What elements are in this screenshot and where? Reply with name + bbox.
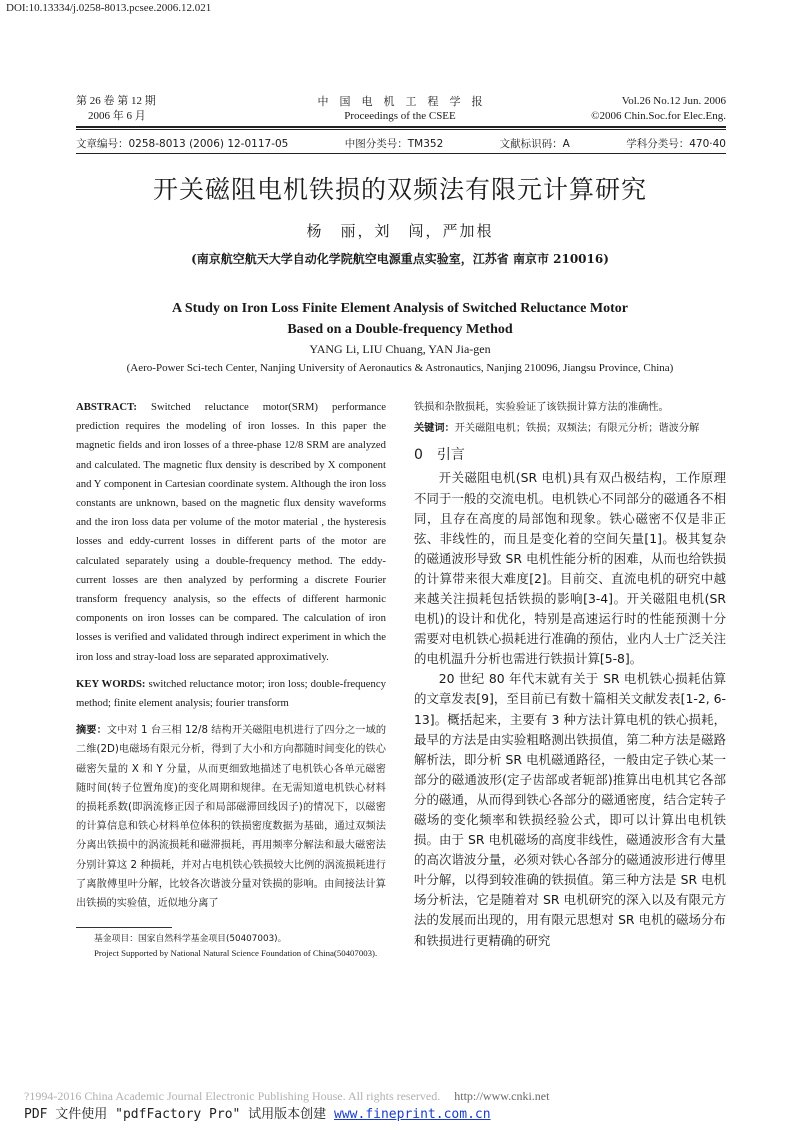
keywords-label: KEY WORDS: — [76, 677, 146, 690]
title-cn: 开关磁阻电机铁损的双频法有限元计算研究 — [152, 175, 647, 204]
keywords-cn — [414, 419, 726, 438]
abstract-en-text: Switched reluctance motor(SRM) performance prediction requires the modeling of iron losses. In this paper the magnetic fields and iron losses of a three-phase 12/8 SRM are analyzed and calculated. The magnetic flux density is described by X component and Y component in Cartesian coordinate system. Although the iron loss constants are unknown, based on the magnetic flux density waveforms and the iron loss data per volume of the motor material , the hysteresis losses and eddy-current losses in different parts of the motor are calculated separately using a double-frequency method. The eddy-current losses are then analyzed by performing a discrete Fourier transform frequency analysis, so the effects of different harmonic components on iron losses can be compared. The calculation of iron losses is verified and validated through indirect experiment in which the iron loss and stray-load loss are separated approximatively. — [76, 401, 386, 663]
meta-rule — [76, 153, 726, 154]
clc-number: 中图分类号：TM352 — [344, 138, 444, 150]
keywords-en — [76, 675, 386, 713]
affiliation-cn: (南京航空航天大学自动化学院航空电源重点实验室，江苏省 南京市 210016) — [191, 252, 609, 266]
subject-code: 学科分类号：470·40 — [626, 138, 726, 150]
footer-copyright — [24, 1089, 549, 1104]
volume-en: Vol.26 No.12 Jun. 2006 — [621, 95, 726, 107]
header-rule-top — [76, 126, 726, 128]
title-en — [60, 298, 740, 340]
section-heading-intro: 0 引言 — [414, 447, 465, 464]
doc-code: 文献标识码：A — [499, 138, 570, 150]
pdf-factory-link[interactable]: www.fineprint.com.cn — [334, 1107, 491, 1122]
abstract-cn-text: 文中对 1 台三相 12/8 结构开关磁阻电机进行了四分之一域的二维(2D)电磁场有限元分析，得到了大小和方向都随时间变化的铁心磁密矢量的 X 和 Y 分量，从而更细致地描述了电机铁心各单元磁密随时间(转子位置角度)的变化周期和规律。在无需知道电机铁心材料的损耗系数(即涡流修正因子和局部磁滞回线因子)的情况下，以磁密的计算信息和铁心材料单位体积的铁损密度数据为基础，通过双频法分离出铁损中的涡流损耗和磁滞损耗，再用频率分解法和最大磁密法分别计算这 2 种损耗，并对占电机铁心铁损较大比例的涡流损耗进行了离散傅里叶分解，比较各次谐波分量对铁损的影响。由间接法计算出铁损的实验值，近似地分离了 — [76, 725, 387, 910]
journal-name-en: Proceedings of the CSEE — [344, 110, 456, 122]
authors-cn: 杨 丽，刘 闯，严加根 — [306, 222, 494, 240]
pdf-note-text: PDF 文件使用 "pdfFactory Pro" 试用版本创建 — [24, 1107, 327, 1122]
title-en-line2: Based on a Double-frequency Method — [287, 322, 513, 337]
footer-copyright-text: ?1994-2016 China Academic Journal Electronic Publishing House. All rights reserved. — [24, 1089, 441, 1103]
abstract-label: ABSTRACT: — [76, 401, 137, 413]
keywords-en-text: switched reluctance motor; iron loss; double-frequency method; finite element analysis; fourier transform — [76, 677, 386, 710]
authors-en: YANG Li, LIU Chuang, YAN Jia-gen — [309, 342, 491, 356]
title-en-line1: A Study on Iron Loss Finite Element Analysis of Switched Reluctance Motor — [172, 301, 628, 316]
fund-en: Project Supported by National Natural Science Foundation of China(50407003). — [94, 948, 378, 959]
header-left — [76, 94, 156, 124]
journal-name-cn: 中 国 电 机 工 程 学 报 — [317, 95, 483, 108]
intro-paragraph-2: 20 世纪 80 年代末就有关于 SR 电机铁心损耗估算的文章发表[9]，至目前已有数十篇相关文献发表[1-2, 6-13]。概括起来，主要有 3 种方法计算电机的铁心损耗，最早的方法是由实验粗略测出铁损值，第二种方法是磁路解析法，即分析 SR 电机磁通路径，一般由定子铁心某一部分的磁通波形(定子齿部或者轭部)推算出电机其它各部分的磁通，从而得到铁心各部分的磁通密度，结合定转子磁场的变化频率和铁损经验公式，即可以计算出电机铁损。由于 SR 电机磁场的高度非线性，磁通波形含有大量的高次谐波分量，必须对铁心各部分的磁通波形进行傅里叶分解，以得到较准确的铁损值。第三种方法是 SR 电机场分析法，它是随着对 SR 电机研究的深入以及有限元方法的发展而出现的，用有限元思想对 SR 电机的磁场分布和铁损进行更精确的研究 — [414, 671, 726, 948]
abstract-en — [76, 398, 386, 667]
keywords-cn-text: 开关磁阻电机；铁损；双频法；有限元分析；谐波分解 — [454, 423, 700, 435]
abstract-cn-label: 摘要： — [76, 725, 107, 737]
affiliation-en: (Aero-Power Sci-tech Center, Nanjing University of Aeronautics & Astronautics, Nanjing 210096, Jiangsu Province, China) — [126, 362, 674, 374]
footer-pdf-note — [24, 1103, 491, 1122]
left-column — [76, 398, 386, 960]
intro-paragraph-1: 开关磁阻电机(SR 电机)具有双凸极结构，工作原理不同于一般的交流电机。电机铁心不同部分的磁通各不相同，且存在高度的局部饱和现象。铁心磁密不仅是非正弦、非线性的，而且是变化着的空间矢量[1]。极其复杂的磁通波形导致 SR 电机性能分析的困难，从而也给铁损的计算带来很大难度[2]。目前交、直流电机的研究中越来越关注损耗包括铁损的影响[3-4]。开关磁阻电机(SR 电机)的设计和优化，特别是高速运行时的性能预测十分需要对电机铁心损耗进行准确的预估，业内人士广泛关注的电机温升分析也需进行铁损计算[5-8]。 — [414, 470, 726, 667]
footnote-rule — [76, 927, 172, 928]
volume-cn: 第 26 卷 第 12 期 — [76, 95, 156, 107]
keywords-cn-label: 关键词： — [414, 423, 455, 435]
footer-cnki-link[interactable]: http://www.cnki.net — [454, 1089, 550, 1103]
abstract-cn-continued: 铁损和杂散损耗，实验验证了该铁损计算方法的准确性。 — [414, 402, 669, 413]
copyright-header: ©2006 Chin.Soc.for Elec.Eng. — [591, 110, 726, 122]
header-right — [540, 94, 726, 124]
doi-label: DOI:10.13334/j.0258-8013.pcsee.2006.12.021 — [6, 2, 212, 14]
date-cn: 2006 年 6 月 — [88, 110, 146, 122]
article-number: 文章编号：0258-8013 (2006) 12-0117-05 — [76, 138, 289, 150]
fund-cn: 基金项目：国家自然科学基金项目(50407003)。 — [94, 934, 287, 945]
header-center — [300, 94, 500, 124]
right-column — [414, 398, 726, 951]
article-meta — [76, 136, 726, 151]
abstract-cn — [76, 721, 386, 913]
header-rule-bottom — [76, 129, 726, 130]
